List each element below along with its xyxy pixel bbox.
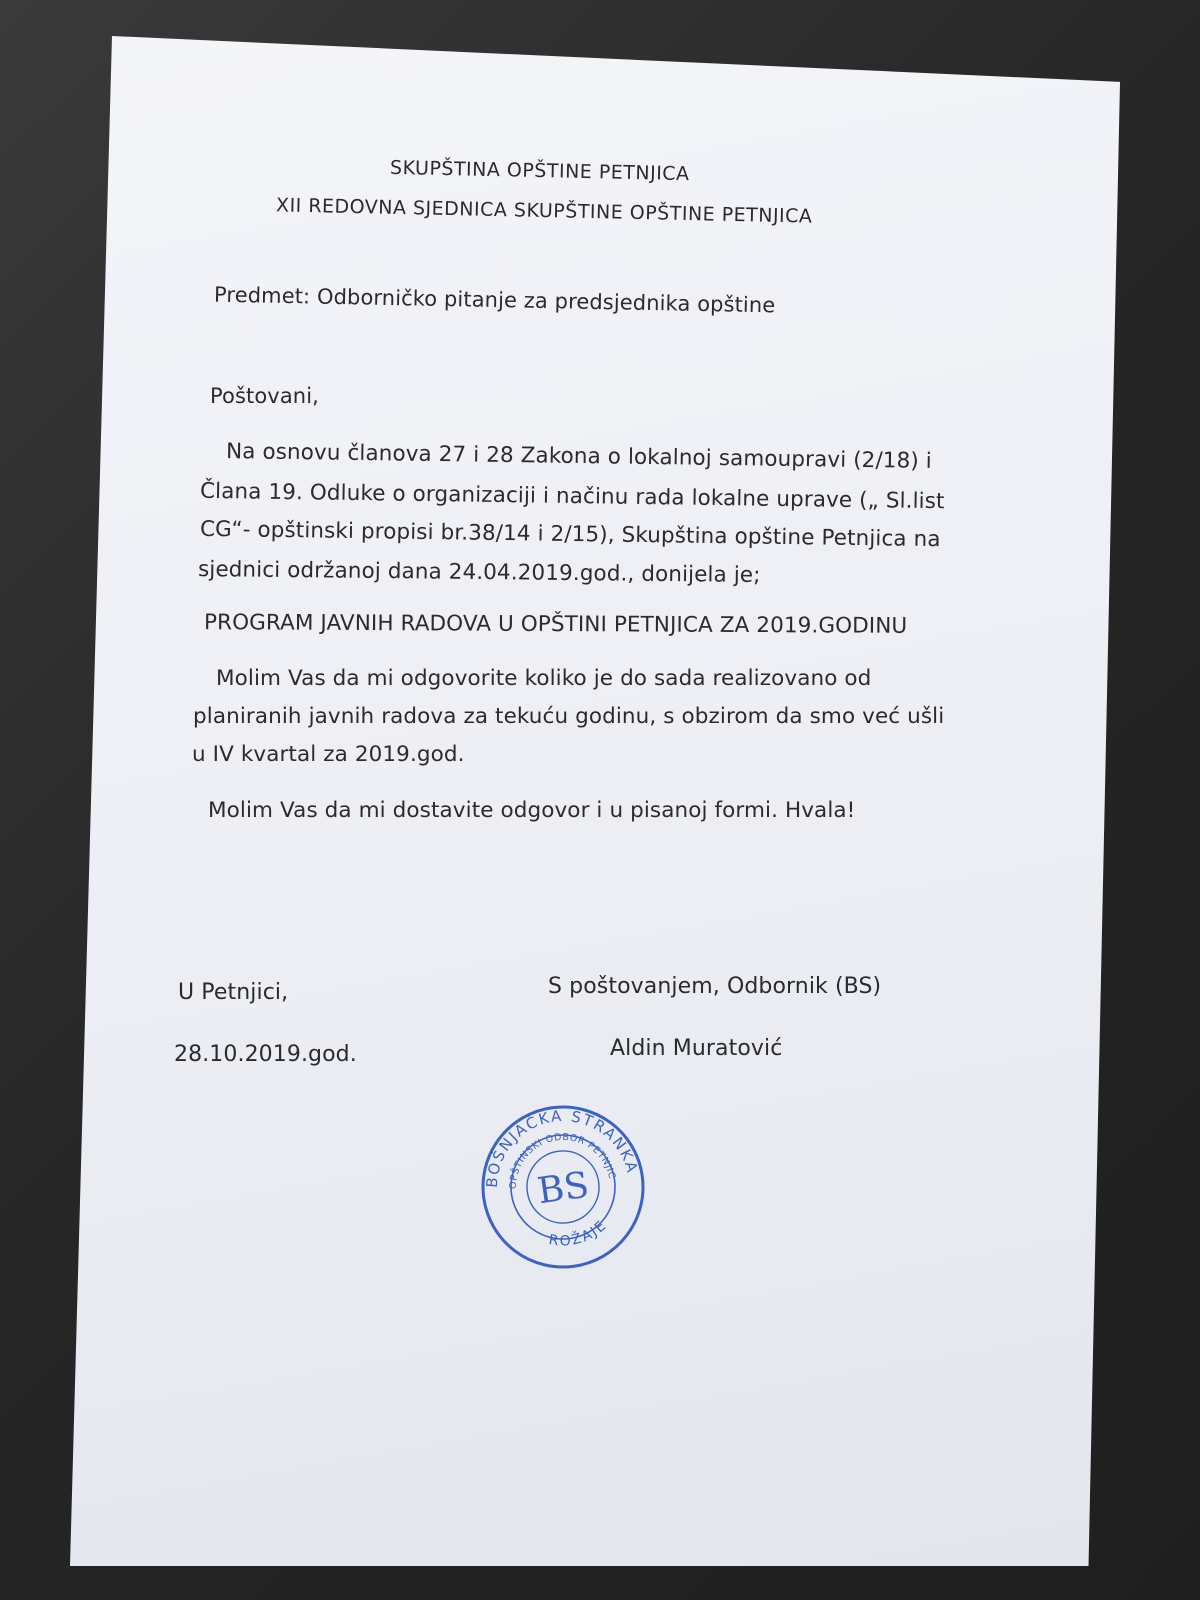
paragraph-2-line-1: Molim Vas da mi odgovorite koliko je do sada realizovano od (216, 666, 872, 691)
program-title: PROGRAM JAVNIH RADOVA U OPŠTINI PETNJICA ZA 2019.GODINU (203, 610, 908, 639)
place: U Petnjici, (178, 980, 289, 1005)
regards: S poštovanjem, Odbornik (BS) (548, 974, 882, 999)
paragraph-1-line-3: CG“- opštinski propisi br.38/14 i 2/15), Skupština opštine Petnjica na (199, 516, 941, 553)
subject-line: Predmet: Odborničko pitanje za predsjednika opštine (213, 282, 776, 318)
paragraph-2-line-3: u IV kvartal za 2019.god. (192, 742, 465, 767)
paragraph-1-line-4: sjednici održanoj dana 24.04.2019.god., donijela je; (197, 557, 761, 588)
stamp-bottom-text: ROŽAJE (547, 1217, 611, 1250)
party-stamp (467, 1091, 659, 1283)
stamp-center-text: BS (535, 1164, 592, 1213)
signatory-name: Aldin Muratović (610, 1036, 783, 1061)
salutation: Poštovani, (210, 384, 319, 408)
header-line-2: XII REDOVNA SJEDNICA SKUPŠTINE OPŠTINE PETNJICA (275, 194, 813, 228)
stamp-graphic (467, 1091, 659, 1283)
paragraph-1-line-1: Na osnovu članova 27 i 28 Zakona o lokalnoj samoupravi (2/18) i (225, 439, 933, 474)
paragraph-3: Molim Vas da mi dostavite odgovor i u pisanoj formi. Hvala! (208, 798, 856, 823)
paragraph-1-line-2: Člana 19. Odluke o organizaciji i načinu rada lokalne uprave („ Sl.list (199, 478, 945, 515)
paragraph-2-line-2: planiranih javnih radova za tekuću godinu, s obzirom da smo već ušli (193, 704, 945, 729)
header-line-1: SKUPŠTINA OPŠTINE PETNJICA (389, 156, 690, 186)
stamp-outer-text: BOŠNJAČKA STRANKA (482, 1106, 642, 1189)
stamp-inner-text: OPŠTINSKI ODBOR PETNJICA (466, 1106, 618, 1190)
date: 28.10.2019.god. (174, 1042, 357, 1067)
